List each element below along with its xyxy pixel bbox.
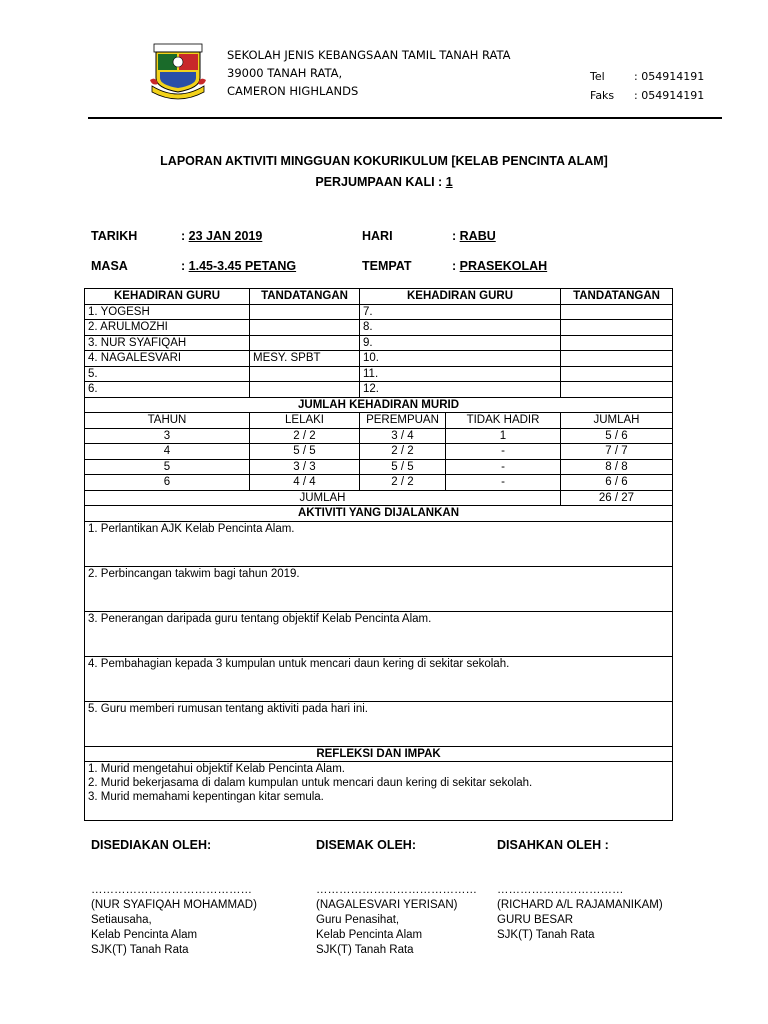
signature-col-header-1: TANDATANGAN — [250, 289, 360, 305]
signatory-name: (NAGALESVARI YERISAN) — [316, 899, 458, 911]
teacher-name: 3. NUR SYAFIQAH — [85, 335, 250, 351]
cell: 5 / 6 — [561, 428, 673, 444]
cell: - — [446, 459, 561, 475]
teacher-signature: MESY. SPBT — [250, 351, 360, 367]
fax-label: Faks — [590, 89, 615, 102]
students-title: JUMLAH KEHADIRAN MURID — [85, 397, 673, 413]
day-field — [452, 229, 496, 243]
activity-item: 4. Pembahagian kepada 3 kumpulan untuk mencari daun kering di sekitar sekolah. — [85, 656, 673, 701]
signatory-org: Kelab Pencinta Alam — [316, 929, 423, 941]
reflection-item: 1. Murid mengetahui objektif Kelab Pencinta Alam. — [88, 763, 345, 775]
students-row — [85, 428, 673, 444]
teacher-signature — [561, 335, 673, 351]
place-field — [452, 259, 547, 273]
teacher-name: 6. — [85, 382, 250, 398]
signatory-name: (NUR SYAFIQAH MOHAMMAD) — [91, 899, 257, 911]
cell: 8 / 8 — [561, 459, 673, 475]
teacher-name: 10. — [360, 351, 561, 367]
cell: 6 — [85, 475, 250, 491]
students-header-row — [85, 413, 673, 429]
teacher-signature — [561, 304, 673, 320]
cell: 7 / 7 — [561, 444, 673, 460]
school-address-2: CAMERON HIGHLANDS — [227, 84, 359, 98]
activity-row — [85, 656, 673, 701]
date-label: TARIKH — [91, 229, 138, 243]
date-field — [181, 229, 262, 243]
signatory-position: Guru Penasihat, — [316, 914, 400, 926]
teacher-name: 9. — [360, 335, 561, 351]
signature-heading: DISEDIAKAN OLEH: — [91, 838, 212, 852]
tel-label: Tel — [590, 70, 605, 83]
cell: 5 / 5 — [250, 444, 360, 460]
signature-block-checked — [316, 838, 477, 958]
day-colon: : — [452, 229, 460, 243]
signature-line: …………………………………… — [316, 884, 477, 896]
teacher-row — [85, 382, 673, 398]
students-row — [85, 444, 673, 460]
report-title: LAPORAN AKTIVITI MINGGUAN KOKURIKULUM [KELAB PENCINTA ALAM] — [160, 154, 608, 168]
cell: - — [446, 444, 561, 460]
teacher-signature — [561, 320, 673, 336]
place-label: TEMPAT — [362, 259, 412, 273]
col-header: TAHUN — [85, 413, 250, 429]
reflection-row — [85, 762, 673, 821]
time-value: 1.45-3.45 PETANG — [188, 259, 297, 273]
signatory-school: SJK(T) Tanah Rata — [316, 944, 414, 956]
activity-row — [85, 566, 673, 611]
teacher-signature — [561, 366, 673, 382]
teacher-name: 8. — [360, 320, 561, 336]
header-divider — [88, 117, 722, 119]
col-header: TIDAK HADIR — [446, 413, 561, 429]
teacher-signature — [250, 366, 360, 382]
col-header: LELAKI — [250, 413, 360, 429]
cell: 6 / 6 — [561, 475, 673, 491]
teacher-name: 1. YOGESH — [85, 304, 250, 320]
students-title-row — [85, 397, 673, 413]
school-crest-icon — [150, 42, 206, 104]
activities-title-row — [85, 506, 673, 522]
date-colon: : — [181, 229, 189, 243]
meeting-number: 1 — [445, 175, 453, 189]
activity-item: 3. Penerangan daripada guru tentang objektif Kelab Pencinta Alam. — [85, 611, 673, 656]
signature-block-prepared — [91, 838, 257, 958]
signature-block-approved — [497, 838, 663, 943]
cell: 1 — [446, 428, 561, 444]
total-value: 26 / 27 — [561, 490, 673, 506]
total-label: JUMLAH — [85, 490, 561, 506]
cell: 3 — [85, 428, 250, 444]
teacher-col-header-2: KEHADIRAN GURU — [360, 289, 561, 305]
teacher-row — [85, 304, 673, 320]
activity-row — [85, 521, 673, 566]
cell: 4 — [85, 444, 250, 460]
students-total-row — [85, 490, 673, 506]
teacher-signature — [250, 304, 360, 320]
teacher-name: 12. — [360, 382, 561, 398]
signatory-org: Kelab Pencinta Alam — [91, 929, 198, 941]
school-address-1: 39000 TANAH RATA, — [227, 66, 343, 80]
teacher-signature — [250, 382, 360, 398]
tel-value: : 054914191 — [634, 70, 705, 83]
activity-row — [85, 611, 673, 656]
school-logo — [150, 42, 206, 104]
reflection-title: REFLEKSI DAN IMPAK — [85, 746, 673, 762]
students-row — [85, 475, 673, 491]
report-table — [84, 288, 673, 821]
cell: 3 / 4 — [360, 428, 446, 444]
teacher-signature — [250, 320, 360, 336]
place-value: PRASEKOLAH — [459, 259, 548, 273]
teacher-name: 2. ARULMOZHI — [85, 320, 250, 336]
time-colon: : — [181, 259, 189, 273]
cell: 2 / 2 — [250, 428, 360, 444]
teacher-row — [85, 335, 673, 351]
date-value: 23 JAN 2019 — [188, 229, 263, 243]
reflection-item: 3. Murid memahami kepentingan kitar semula. — [88, 791, 324, 803]
activity-item: 1. Perlantikan AJK Kelab Pencinta Alam. — [85, 521, 673, 566]
school-header — [227, 46, 511, 100]
students-row — [85, 459, 673, 475]
teacher-row — [85, 366, 673, 382]
activity-item: 2. Perbincangan takwim bagi tahun 2019. — [85, 566, 673, 611]
day-value: RABU — [459, 229, 496, 243]
day-label: HARI — [362, 229, 393, 243]
signature-heading: DISEMAK OLEH: — [316, 838, 416, 852]
teacher-col-header-1: KEHADIRAN GURU — [85, 289, 250, 305]
col-header: PEREMPUAN — [360, 413, 446, 429]
signatory-school: SJK(T) Tanah Rata — [91, 944, 189, 956]
cell: - — [446, 475, 561, 491]
place-colon: : — [452, 259, 460, 273]
cell: 5 / 5 — [360, 459, 446, 475]
cell: 5 — [85, 459, 250, 475]
time-label: MASA — [91, 259, 128, 273]
activities-title: AKTIVITI YANG DIJALANKAN — [85, 506, 673, 522]
signatory-position: GURU BESAR — [497, 914, 574, 926]
teacher-name: 4. NAGALESVARI — [85, 351, 250, 367]
signatory-position: Setiausaha, — [91, 914, 152, 926]
cell: 2 / 2 — [360, 475, 446, 491]
signature-col-header-2: TANDATANGAN — [561, 289, 673, 305]
activity-row — [85, 701, 673, 746]
activity-item: 5. Guru memberi rumusan tentang aktiviti pada hari ini. — [85, 701, 673, 746]
signature-heading: DISAHKAN OLEH : — [497, 838, 609, 852]
time-field — [181, 259, 296, 273]
teacher-name: 5. — [85, 366, 250, 382]
cell: 4 / 4 — [250, 475, 360, 491]
teacher-row — [85, 351, 673, 367]
reflection-item: 2. Murid bekerjasama di dalam kumpulan untuk mencari daun kering di sekitar sekolah. — [88, 777, 533, 789]
reflection-title-row — [85, 746, 673, 762]
meeting-line — [0, 175, 768, 189]
teacher-header-row — [85, 289, 673, 305]
fax-value: : 054914191 — [634, 89, 705, 102]
signatory-name: (RICHARD A/L RAJAMANIKAM) — [497, 899, 663, 911]
cell: 3 / 3 — [250, 459, 360, 475]
signatory-school: SJK(T) Tanah Rata — [497, 929, 595, 941]
contact-block — [590, 67, 704, 105]
teacher-name: 11. — [360, 366, 561, 382]
signature-line: …………………………… — [497, 884, 624, 896]
teacher-signature — [250, 335, 360, 351]
reflection-cell — [85, 762, 673, 821]
meeting-label: PERJUMPAAN KALI : — [315, 175, 446, 189]
school-name: SEKOLAH JENIS KEBANGSAAN TAMIL TANAH RATA — [227, 48, 511, 62]
teacher-signature — [561, 351, 673, 367]
teacher-signature — [561, 382, 673, 398]
teacher-name: 7. — [360, 304, 561, 320]
teacher-row — [85, 320, 673, 336]
col-header: JUMLAH — [561, 413, 673, 429]
signature-line: …………………………………… — [91, 884, 252, 896]
cell: 2 / 2 — [360, 444, 446, 460]
